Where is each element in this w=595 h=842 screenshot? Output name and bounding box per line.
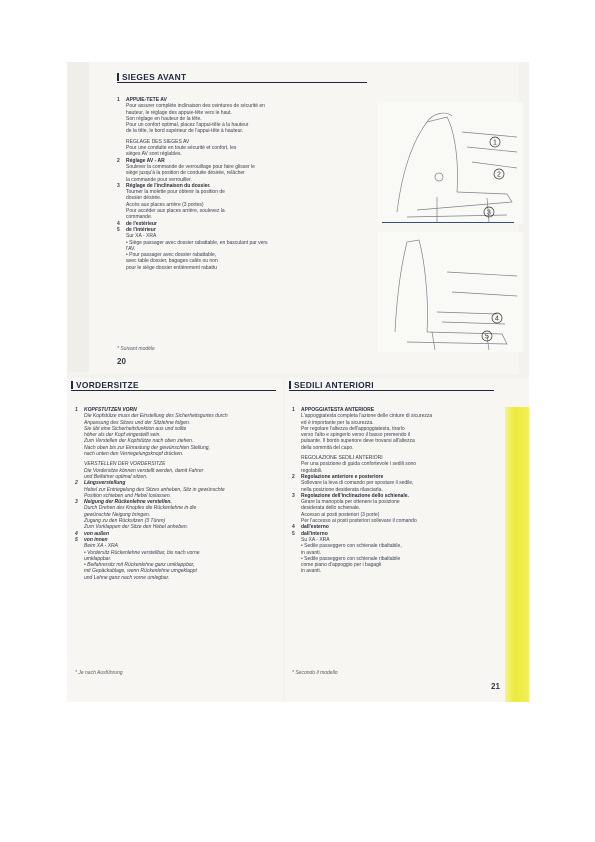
item-number: 4 [117, 220, 120, 227]
line-text: desiderata dello schienale. [301, 505, 361, 512]
bottom-right-body [292, 407, 502, 575]
line-text: Pour accéder aux places arrière, soulevez la [126, 208, 225, 215]
top-page-title: SIEGES AVANT [117, 72, 367, 83]
item-number: 4 [75, 530, 78, 537]
item-number: 3 [292, 492, 295, 499]
line-text: come piano d'appoggio per i bagagli [301, 562, 382, 569]
line-text: pour le siège dossier entièrement rabattu [126, 264, 217, 271]
text-line [75, 575, 275, 581]
seat-drawing-bottom [377, 232, 523, 352]
text-line [117, 265, 367, 271]
bottom-right-footnote: * Secondo il modello [292, 670, 338, 676]
line-text: in avanti. [301, 568, 322, 575]
item-number: 4 [292, 524, 295, 531]
line-text: RÉGLAGE DES SIEGES AV [126, 138, 190, 145]
line-text: Sie übt eine Sicherheitsfunktion aus und sollte [84, 425, 187, 432]
line-text: Son réglage en hauteur de la tête. [126, 115, 202, 122]
line-text: Neigung der Rückenlehne verstellen. [84, 499, 172, 506]
line-text: Accès aux places arrière (3 portes) [126, 201, 204, 208]
line-text: Girare la manopola per ottenere la posizione [301, 499, 400, 506]
item-number: 1 [117, 97, 120, 103]
line-text: la commande pour verrouiller. [126, 176, 192, 183]
line-text: pulsante. Il bordo superiore deve trovarsi all'altezza [301, 438, 415, 445]
line-text: Beim XA - XRA [84, 543, 118, 550]
seat-illustration-top [377, 102, 523, 224]
line-text: Hebel zur Entriegelung des Sitzes anheben, Sitz in gewünschte [84, 486, 225, 493]
figure-divider [382, 222, 514, 223]
line-text: Per l'accesso ai posti posteriori sollevare il comando [301, 518, 417, 525]
line-text: della sommità del capo. [301, 444, 354, 451]
callout-5: 5 [485, 333, 489, 341]
line-text: Per regolare l'altezza dell'appoggiatesta, tirarlo [301, 425, 405, 432]
callout-4: 4 [495, 315, 499, 323]
line-text: dossier désirée. [126, 195, 162, 202]
line-text: Die Kopfstütze muss der Einstellung des Sicherheitsgurtes durch [84, 413, 228, 420]
line-text: und Lehne ganz nach vorne umlegbar. [84, 574, 170, 581]
line-text: • Vordersitz Rückenlehne verstellbar, bis nach vorne [84, 549, 200, 556]
line-text: Regolazione anteriore e posteriore [301, 473, 384, 480]
bottom-left-title: VORDERSITZE [71, 380, 276, 391]
line-text: verso l'alto e spingerlo verso il basso premendo il [301, 432, 411, 439]
line-text: • Siège passager avec dossier rabattable, en basculant par vers [126, 239, 268, 246]
line-text: umklappbar. [84, 555, 112, 562]
yellow-edge-tab [505, 407, 529, 702]
line-text: Zugang zu den Rücksitzen (3 Türen) [84, 518, 166, 525]
line-text: Sollevare la leva di comando per spostare il sedile, [301, 480, 414, 487]
item-number: 1 [292, 407, 295, 413]
line-text: Sur XA - XRA [126, 233, 157, 240]
line-text: dall'interno [301, 530, 328, 537]
line-text: Zum Vorklappen der Sitze den Hebel anheben. [84, 524, 189, 531]
line-text: APPOGGIATESTA ANTERIORE [301, 407, 375, 413]
line-text: Réglage AV - AR [126, 157, 165, 164]
line-text: REGOLAZIONE SEDILI ANTERIORI [301, 455, 383, 462]
line-text: Position schieben und Hebel loslassen. [84, 492, 171, 499]
seat-illustration-bottom [377, 232, 523, 352]
item-number: 3 [75, 499, 78, 506]
line-text: hauteur, le réglage des appuie-tête vers le haut. [126, 109, 232, 116]
line-text: dall'esterno [301, 524, 329, 531]
line-text: von außen [84, 530, 110, 537]
line-text: ed è importante per la sicurezza. [301, 419, 374, 426]
line-text: siège jusqu'à la position de conduite désirée, relâcher [126, 170, 245, 177]
item-number: 2 [117, 157, 120, 164]
bottom-right-title: SEDILI ANTERIORI [289, 380, 494, 391]
bottom-left-footnote: * Je nach Ausführung [75, 670, 123, 676]
line-text: Durch Drehen des Knopfes die Rückenlehne in die [84, 505, 197, 512]
top-page-body [117, 97, 367, 271]
line-text: Tourner la molette pour obtenir la position de [126, 189, 225, 196]
item-number: 2 [75, 480, 78, 487]
line-text: avec table dossier, bagages calés ou non [126, 258, 218, 265]
line-text: Anpassung des Sitzes und der Sitzlehne folgen. [84, 419, 191, 426]
line-text: gewünschte Neigung bringen. [84, 511, 151, 518]
bottom-left-body [75, 407, 275, 581]
line-text: • Sedile passeggero con schienale ribaltabile [301, 555, 401, 562]
line-text: • Sedile passeggero con schienale ribaltabile, [301, 543, 402, 550]
line-text: in avanti. [301, 549, 322, 556]
page-number-20: 20 [117, 357, 126, 366]
callout-3: 3 [487, 209, 491, 217]
line-text: de l'extérieur [126, 220, 157, 227]
top-page-footnote: * Suivant modèle [117, 346, 155, 352]
line-text: Pour un confort optimal, placez l'appui-tête à la hauteur [126, 122, 249, 129]
line-text: L'appoggiatesta completa l'azione delle cinture di sicurezza [301, 413, 433, 420]
line-text: Pour une conduite en toute sécurité et confort, les [126, 145, 237, 152]
line-text: KOPFSTÜTZEN VORN [84, 407, 137, 413]
line-text: Die Vordersitze können verstellt werden, damit Fahrer [84, 467, 204, 474]
line-text: regolabili. [301, 467, 323, 474]
line-text: Regolazione dell'inclinazione dello schienale. [301, 492, 409, 499]
text-line [292, 568, 502, 574]
line-text: sièges AV sont réglables. [126, 151, 182, 158]
line-text: de la tête, le bord supérieur de l'appui-tête à hauteur. [126, 128, 244, 135]
item-number: 3 [117, 182, 120, 189]
line-text: Accesso ai posti posteriori (3 porte) [301, 511, 380, 518]
line-text: Réglage de l'inclinaison du dossier. [126, 182, 211, 189]
line-text: Zum Verstellen der Kopfstütze nach oben ziehen. [84, 438, 194, 445]
line-text: Per una posizione di guida confortevole i sedili sono [301, 461, 417, 468]
line-text: Soulever la commande de verrouillage pour faire glisser le [126, 163, 255, 170]
line-text: mit Gepäckablage, wenn Rückenlehne umgeklappt [84, 568, 197, 575]
line-text: Su XA - XRA [301, 536, 330, 543]
item-number: 5 [75, 536, 78, 543]
item-number: 1 [75, 407, 78, 413]
line-text: commande. [126, 214, 153, 221]
line-text: nach unten den Verriegelungsknopf drücken. [84, 451, 184, 458]
seat-drawing-top [377, 102, 523, 224]
line-text: von innen [84, 536, 108, 543]
scanned-spread [67, 62, 529, 702]
item-number: 5 [292, 530, 295, 537]
line-text: de l'intérieur [126, 226, 156, 233]
line-text: Längsverstellung [84, 480, 126, 487]
line-text: l'AV. [126, 245, 136, 252]
item-number: 2 [292, 473, 295, 480]
line-text: Nach oben bis zur Einrastung der gewünschten Stellung, [84, 444, 210, 451]
left-margin-strip [67, 62, 89, 372]
callout-1: 1 [493, 139, 497, 147]
line-text: APPUIE-TETE AV [126, 97, 167, 103]
page-number-21: 21 [491, 682, 500, 691]
item-number: 5 [117, 226, 120, 233]
line-text: Pour assurer complète inclinaison des ceintures de sécurité en [126, 103, 265, 110]
line-text: • Pour passager avec dossier rabattable, [126, 252, 217, 259]
callout-2: 2 [497, 171, 501, 179]
line-text: nella posizione desiderata rilasciarla. [301, 486, 383, 493]
line-text: und Beifahrer optimal sitzen. [84, 473, 148, 480]
line-text: • Beifahrersitz mit Rückenlehne ganz umklappbar, [84, 562, 195, 569]
line-text: höher als der Kopf eingestellt sein. [84, 432, 161, 439]
line-text: VERSTELLEN DER VORDERSITZE [84, 461, 166, 468]
